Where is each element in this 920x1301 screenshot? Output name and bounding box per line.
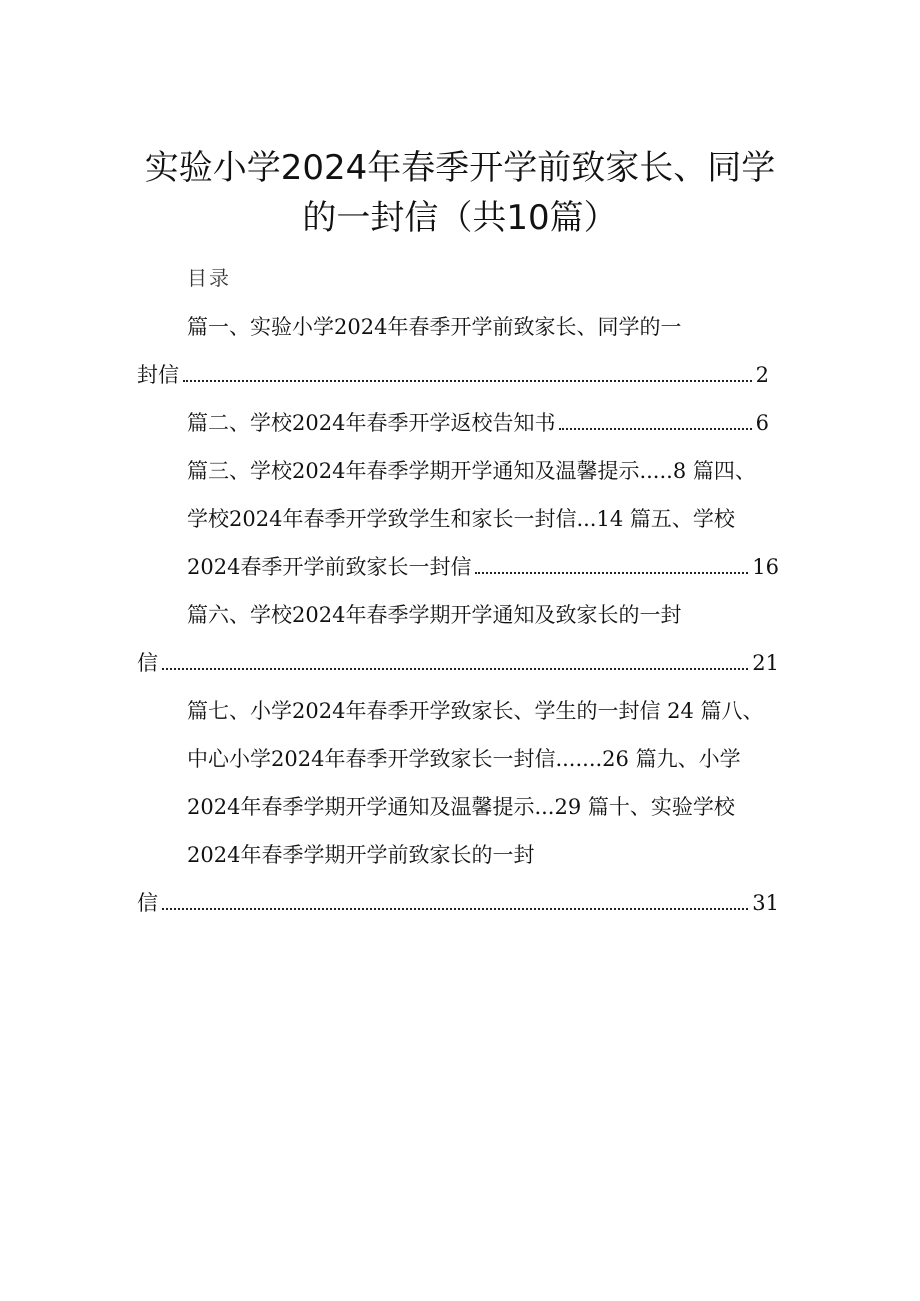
- toc-entry-text: 篇六、学校2024年春季学期开学通知及致家长的一封: [187, 603, 682, 627]
- toc-entry-2[interactable]: [187, 408, 769, 438]
- dot-leader: [183, 379, 752, 382]
- toc-entry-text: 信: [137, 651, 158, 675]
- toc-entry-text: 学校2024年春季开学致学生和家长一封信...14 篇五、学校: [187, 507, 735, 531]
- toc-entry-6[interactable]: [137, 648, 779, 678]
- toc-page-number: 21: [752, 651, 779, 675]
- toc-entry-1[interactable]: [137, 360, 769, 390]
- toc-page-number: 31: [752, 891, 779, 915]
- toc-entry-text: 2024年春季学期开学通知及温馨提示...29 篇十、实验学校: [187, 795, 735, 819]
- toc-line: [187, 312, 681, 342]
- dot-leader: [559, 427, 751, 430]
- document-title-line-1: 实验小学2024年春季开学前致家长、同学: [144, 148, 776, 188]
- toc-line: [187, 600, 681, 630]
- toc-entry-text: 信: [137, 891, 158, 915]
- dot-leader: [475, 571, 748, 574]
- toc-line: [187, 696, 764, 726]
- toc-entry-5[interactable]: [187, 552, 779, 582]
- toc-entry-text: 篇一、实验小学2024年春季开学前致家长、同学的一: [187, 315, 682, 339]
- toc-entry-text: 篇二、学校2024年春季开学返校告知书: [187, 411, 556, 435]
- toc-line: [187, 504, 735, 534]
- toc-entry-text: 封信: [137, 363, 179, 387]
- toc-entry-text: 篇三、学校2024年春季学期开学通知及温馨提示.....8 篇四、: [187, 459, 756, 483]
- toc-entry-text: 中心小学2024年春季开学致家长一封信.......26 篇九、小学: [187, 747, 741, 771]
- document-title-line-2: 的一封信（共10篇）: [302, 198, 618, 238]
- toc-line: [187, 456, 756, 486]
- toc-line: [187, 840, 534, 870]
- toc-heading: 目录: [187, 266, 231, 290]
- toc-page-number: 6: [755, 411, 769, 435]
- toc-line: [187, 744, 741, 774]
- toc-entry-text: 2024年春季学期开学前致家长的一封: [187, 843, 535, 867]
- toc-entry-text: 2024春季开学前致家长一封信: [187, 555, 472, 579]
- dot-leader: [162, 667, 748, 670]
- toc-entry-10[interactable]: [137, 888, 779, 918]
- toc-page-number: 16: [752, 555, 779, 579]
- dot-leader: [162, 907, 748, 910]
- toc-line: [187, 792, 735, 822]
- toc-entry-text: 篇七、小学2024年春季开学致家长、学生的一封信 24 篇八、: [187, 699, 764, 723]
- toc-page-number: 2: [755, 363, 769, 387]
